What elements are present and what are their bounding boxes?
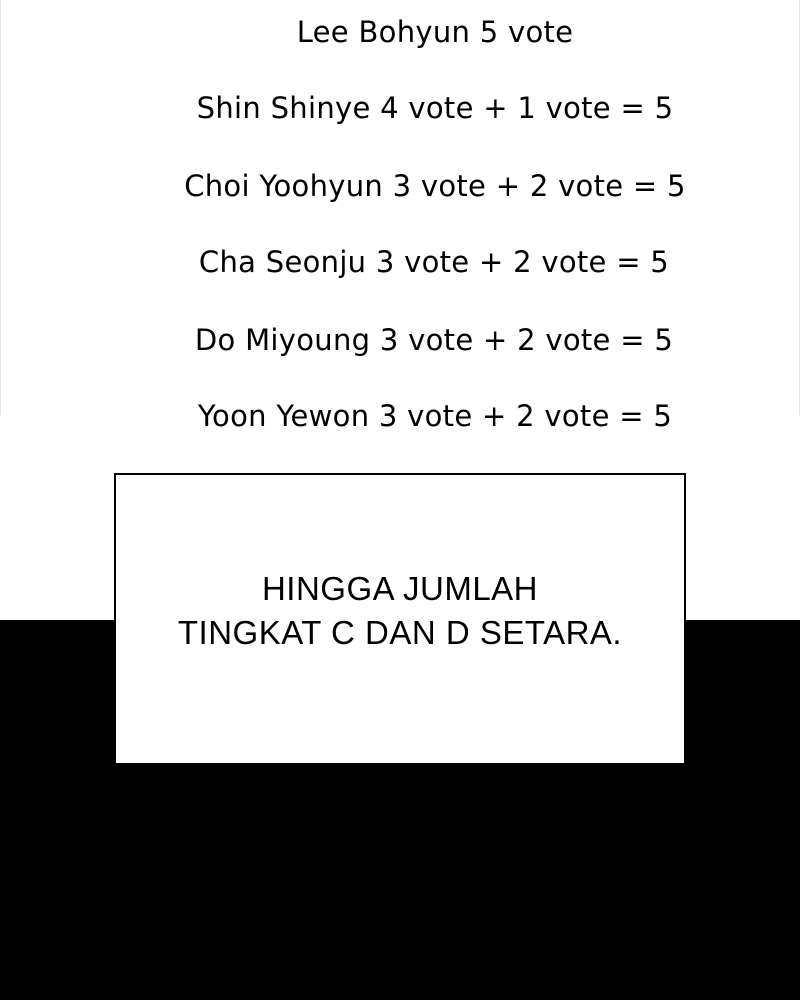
caption-box (114, 473, 686, 765)
caption-line-1: HINGGA JUMLAH (261, 570, 539, 607)
vote-list (0, 0, 800, 460)
caption-line-2: TINGKAT C DAN D SETARA. (177, 614, 623, 651)
vote-line-do-miyoung: Do Miyoung 3 vote + 2 vote = 5 (194, 323, 674, 357)
vote-line-cha-seonju: Cha Seonju 3 vote + 2 vote = 5 (198, 245, 670, 279)
vote-line-shin-shinye: Shin Shinye 4 vote + 1 vote = 5 (196, 91, 674, 125)
caption-text (116, 567, 684, 655)
vote-line-lee-bohyun: Lee Bohyun 5 vote (296, 15, 574, 49)
vote-line-choi-yoohyun: Choi Yoohyun 3 vote + 2 vote = 5 (184, 169, 686, 203)
vote-line-yoon-yewon: Yoon Yewon 3 vote + 2 vote = 5 (197, 399, 673, 433)
